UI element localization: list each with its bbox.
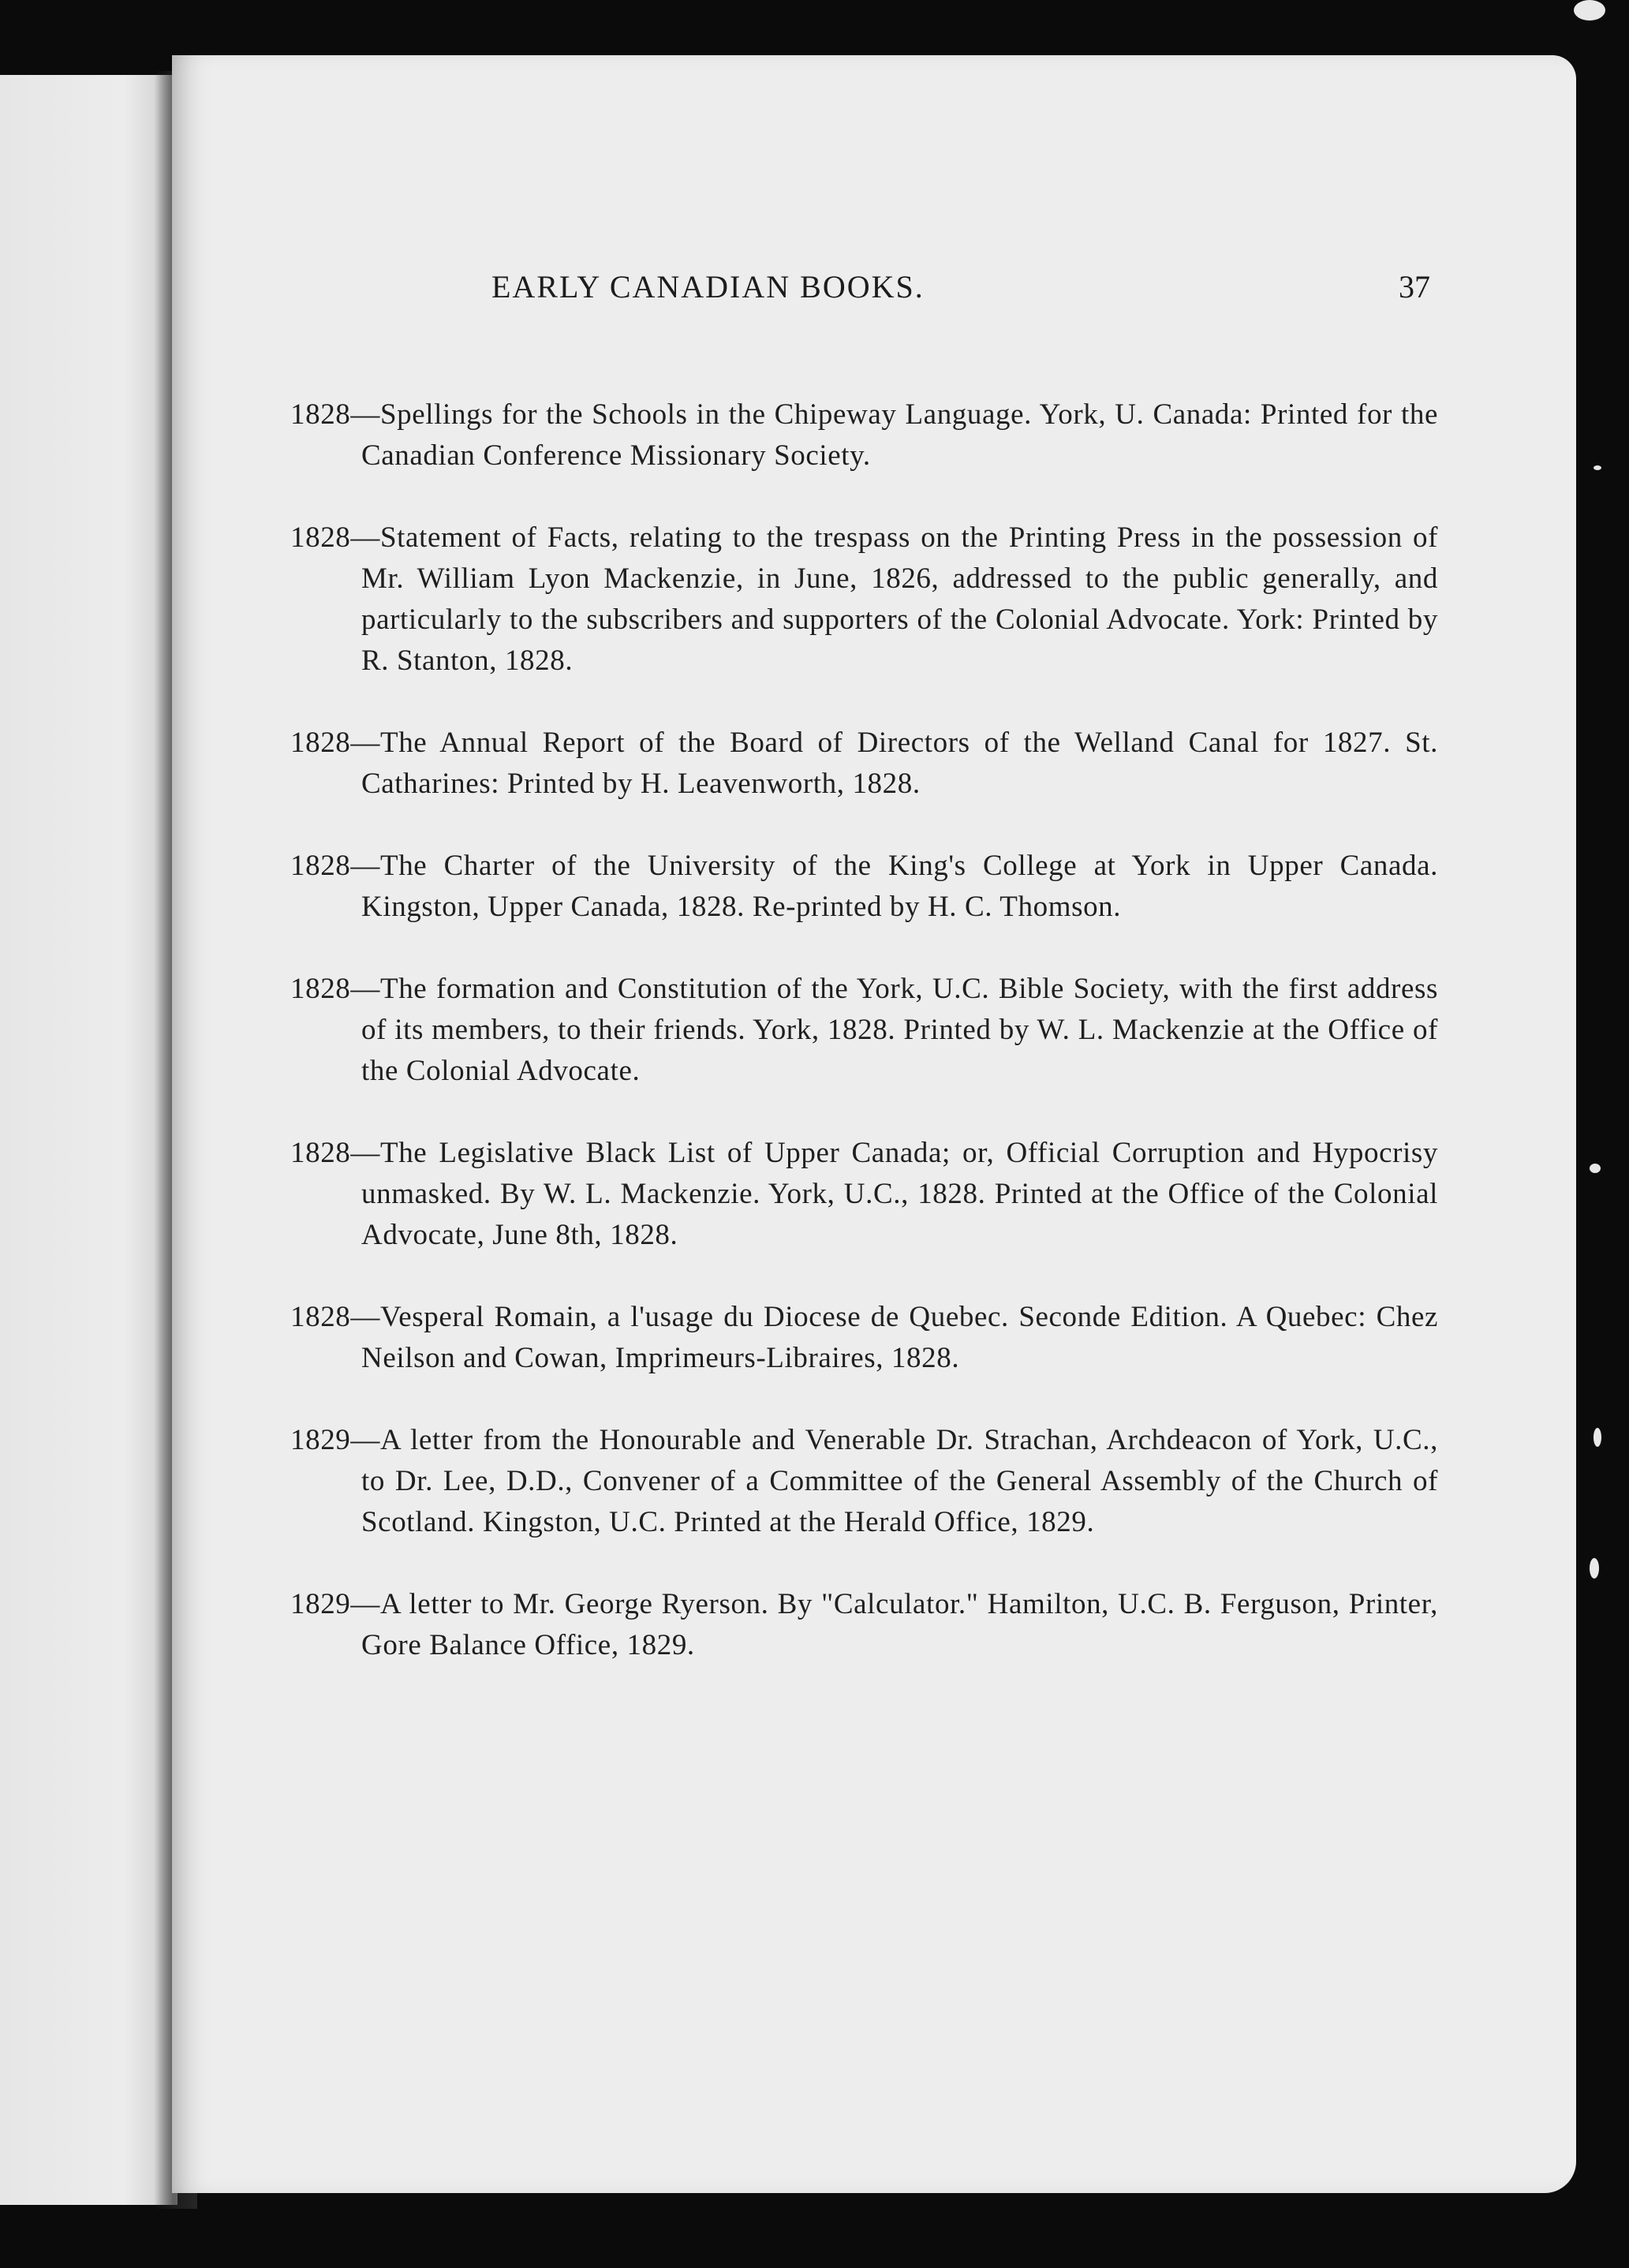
scan-speck: [1594, 1428, 1601, 1447]
scan-speck: [1590, 1164, 1601, 1173]
bibliography-list: [290, 394, 1438, 1707]
bibliography-entry: 1829—A letter from the Honourable and Venerable Dr. Strachan, Archdeacon of York, U.C., to Dr. Lee, D.D., Convener of a Committee of the General Assembly of the Church of Scotland. Kingston, U.C. Printed at the Herald Office, 1829.: [290, 1424, 1438, 1538]
bibliography-entry: 1828—The formation and Constitution of the York, U.C. Bible Society, with the first address of its members, to their friends. York, 1828. Printed by W. L. Mackenzie at the Office of the Colonial Advocate.: [290, 973, 1438, 1087]
bibliography-entry: 1828—The Annual Report of the Board of Directors of the Welland Canal for 1827. St. Catharines: Printed by H. Leavenworth, 1828.: [290, 727, 1438, 800]
bibliography-entry: 1828—Statement of Facts, relating to the trespass on the Printing Press in the possession of Mr. William Lyon Mackenzie, in June, 1826, addressed to the public generally, and particularly to the subscribers and supporters of the Colonial Advocate. York: Printed by R. Stanton, 1828.: [290, 521, 1438, 677]
previous-page: [0, 75, 177, 2205]
scan-speck: [1590, 1558, 1599, 1579]
bibliography-entry: 1829—A letter to Mr. George Ryerson. By "Calculator." Hamilton, U.C. B. Ferguson, Printer, Gore Balance Office, 1829.: [290, 1588, 1438, 1661]
book-page: [172, 55, 1576, 2193]
bibliography-entry: 1828—The Legislative Black List of Upper Canada; or, Official Corruption and Hypocrisy unmasked. By W. L. Mackenzie. York, U.C., 1828. Printed at the Office of the Colonial Advocate, June 8th, 1828.: [290, 1137, 1438, 1251]
scan-speck: [1594, 465, 1601, 470]
running-title: EARLY CANADIAN BOOKS.: [491, 269, 925, 305]
bibliography-entry: 1828—The Charter of the University of the King's College at York in Upper Canada. Kingston, Upper Canada, 1828. Re-printed by H. C. Thomson.: [290, 850, 1438, 923]
scan-speck: [1574, 0, 1605, 21]
bibliography-entry: 1828—Vesperal Romain, a l'usage du Diocese de Quebec. Seconde Edition. A Quebec: Chez Neilson and Cowan, Imprimeurs-Libraires, 1828.: [290, 1301, 1438, 1374]
running-head: [491, 268, 1478, 308]
bibliography-entry: 1828—Spellings for the Schools in the Chipeway Language. York, U. Canada: Printed for the Canadian Conference Missionary Society.: [290, 398, 1438, 472]
page-number: 37: [1399, 269, 1430, 305]
